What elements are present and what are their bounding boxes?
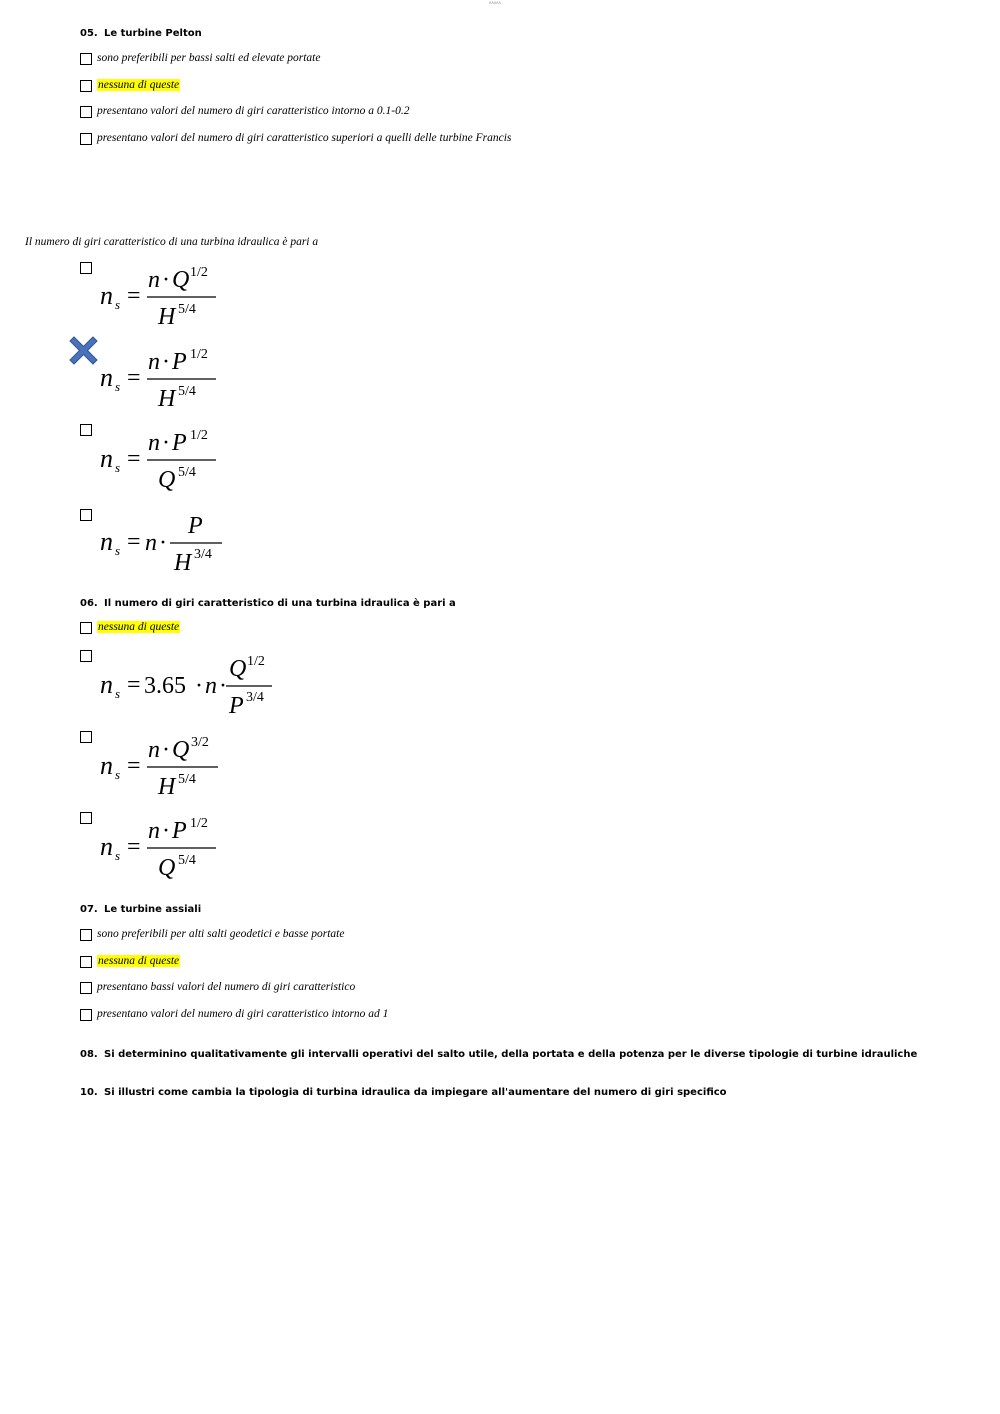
svg-text:·: ·	[195, 673, 203, 699]
question-number: 10.	[80, 1087, 98, 1098]
svg-text:·: ·	[162, 267, 170, 293]
svg-text:Q: Q	[229, 656, 247, 682]
option-label	[97, 79, 180, 91]
svg-text:1/2: 1/2	[190, 816, 208, 831]
question-06-heading	[80, 598, 456, 609]
svg-text:n: n	[205, 673, 217, 699]
svg-text:5/4: 5/4	[178, 384, 196, 399]
question-number: 05.	[80, 28, 98, 39]
svg-text:s: s	[115, 297, 121, 312]
checkbox[interactable]	[80, 80, 92, 92]
formula	[98, 732, 228, 802]
question-05-heading	[80, 28, 202, 39]
checkbox[interactable]	[80, 1009, 92, 1021]
svg-text:·: ·	[162, 737, 170, 763]
svg-text:·: ·	[162, 430, 170, 456]
question-number: 06.	[80, 598, 98, 609]
svg-text:·: ·	[162, 349, 170, 375]
page-header-mark: ʌʌʌʌʌ	[489, 0, 501, 5]
svg-text:P: P	[188, 513, 203, 539]
svg-text:n: n	[148, 737, 160, 763]
svg-text:P: P	[172, 818, 187, 844]
formula	[98, 262, 228, 332]
svg-text:n: n	[100, 832, 113, 861]
svg-text:s: s	[115, 379, 121, 394]
checkbox[interactable]	[80, 53, 92, 65]
svg-text:1/2: 1/2	[190, 265, 208, 280]
question-text: Il numero di giri caratteristico di una turbina idraulica è pari a	[104, 598, 456, 609]
checkbox[interactable]	[80, 133, 92, 145]
formula	[98, 344, 228, 414]
svg-text:n: n	[148, 267, 160, 293]
checkbox[interactable]	[80, 262, 92, 274]
checkbox[interactable]	[80, 982, 92, 994]
svg-text:s: s	[115, 848, 121, 863]
checkbox[interactable]	[80, 106, 92, 118]
svg-text:5/4: 5/4	[178, 465, 196, 480]
svg-text:n: n	[100, 670, 113, 699]
option-label: presentano bassi valori del numero di giri caratteristico	[97, 981, 356, 993]
svg-text:·: ·	[219, 673, 227, 699]
svg-text:·: ·	[159, 530, 167, 556]
highlighted-answer: nessuna di queste	[98, 621, 180, 633]
svg-text:n: n	[100, 281, 113, 310]
formula	[98, 651, 288, 721]
svg-text:=: =	[127, 283, 141, 309]
svg-text:1/2: 1/2	[247, 654, 265, 669]
svg-text:s: s	[115, 543, 121, 558]
svg-text:=: =	[127, 365, 141, 391]
question-text: Il numero di giri caratteristico di una turbina idraulica è pari a	[25, 236, 319, 248]
svg-text:n: n	[100, 363, 113, 392]
checkbox[interactable]	[80, 731, 92, 743]
svg-text:H: H	[158, 774, 176, 800]
svg-text:=: =	[127, 753, 141, 779]
x-mark-icon[interactable]	[69, 336, 98, 365]
formula	[98, 508, 238, 578]
checkbox[interactable]	[80, 956, 92, 968]
svg-text:3/4: 3/4	[246, 690, 264, 705]
svg-text:n: n	[148, 818, 160, 844]
svg-text:Q: Q	[172, 737, 190, 763]
svg-text:s: s	[115, 686, 121, 701]
svg-text:3/4: 3/4	[194, 547, 212, 562]
question-number: 08.	[80, 1049, 98, 1060]
svg-text:P: P	[172, 349, 187, 375]
question-08-heading	[80, 1049, 917, 1060]
question-07-heading	[80, 904, 201, 915]
svg-text:n: n	[100, 751, 113, 780]
question-number: 07.	[80, 904, 98, 915]
svg-text:P: P	[172, 430, 187, 456]
option-label: presentano valori del numero di giri caratteristico intorno ad 1	[97, 1008, 389, 1020]
checkbox[interactable]	[80, 812, 92, 824]
highlighted-answer: nessuna di queste	[98, 955, 180, 967]
svg-text:n: n	[100, 527, 113, 556]
svg-text:s: s	[115, 767, 121, 782]
svg-text:s: s	[115, 460, 121, 475]
svg-text:H: H	[174, 550, 192, 576]
svg-text:n: n	[148, 349, 160, 375]
svg-text:n: n	[145, 530, 157, 556]
svg-text:1/2: 1/2	[190, 428, 208, 443]
svg-text:3/2: 3/2	[191, 735, 209, 750]
svg-text:5/4: 5/4	[178, 302, 196, 317]
formula	[98, 425, 228, 495]
option-label	[97, 621, 180, 633]
option-label	[97, 955, 180, 967]
svg-text:Q: Q	[158, 467, 176, 493]
svg-text:H: H	[158, 304, 176, 330]
svg-text:=: =	[127, 672, 141, 698]
option-label: sono preferibili per bassi salti ed elevate portate	[97, 52, 321, 64]
svg-text:3.65: 3.65	[144, 673, 186, 699]
question-text: Le turbine Pelton	[104, 28, 202, 39]
svg-text:5/4: 5/4	[178, 772, 196, 787]
svg-text:1/2: 1/2	[190, 347, 208, 362]
svg-text:=: =	[127, 834, 141, 860]
svg-text:5/4: 5/4	[178, 853, 196, 868]
svg-text:=: =	[127, 529, 141, 555]
question-text: Si determinino qualitativamente gli intervalli operativi del salto utile, della portata e della potenza per le diverse tipologie di turbine idrauliche	[104, 1049, 918, 1060]
checkbox[interactable]	[80, 929, 92, 941]
checkbox[interactable]	[80, 509, 92, 521]
checkbox[interactable]	[80, 650, 92, 662]
svg-text:n: n	[148, 430, 160, 456]
svg-text:P: P	[229, 693, 244, 719]
option-label: presentano valori del numero di giri caratteristico intorno a 0.1-0.2	[97, 105, 410, 117]
question-text: Si illustri come cambia la tipologia di turbina idraulica da impiegare all'aumentare del numero di giri specifico	[104, 1087, 727, 1098]
svg-text:n: n	[100, 444, 113, 473]
question-10-heading	[80, 1087, 727, 1098]
formula	[98, 813, 228, 883]
question-text: Le turbine assiali	[104, 904, 202, 915]
highlighted-answer: nessuna di queste	[98, 79, 180, 91]
svg-text:=: =	[127, 446, 141, 472]
option-label: sono preferibili per alti salti geodetici e basse portate	[97, 928, 345, 940]
svg-text:Q: Q	[158, 855, 176, 881]
svg-text:·: ·	[162, 818, 170, 844]
checkbox[interactable]	[80, 424, 92, 436]
svg-text:Q: Q	[172, 267, 190, 293]
checkbox[interactable]	[80, 622, 92, 634]
option-label: presentano valori del numero di giri caratteristico superiori a quelli delle turbine Francis	[97, 132, 512, 144]
svg-text:H: H	[158, 386, 176, 412]
